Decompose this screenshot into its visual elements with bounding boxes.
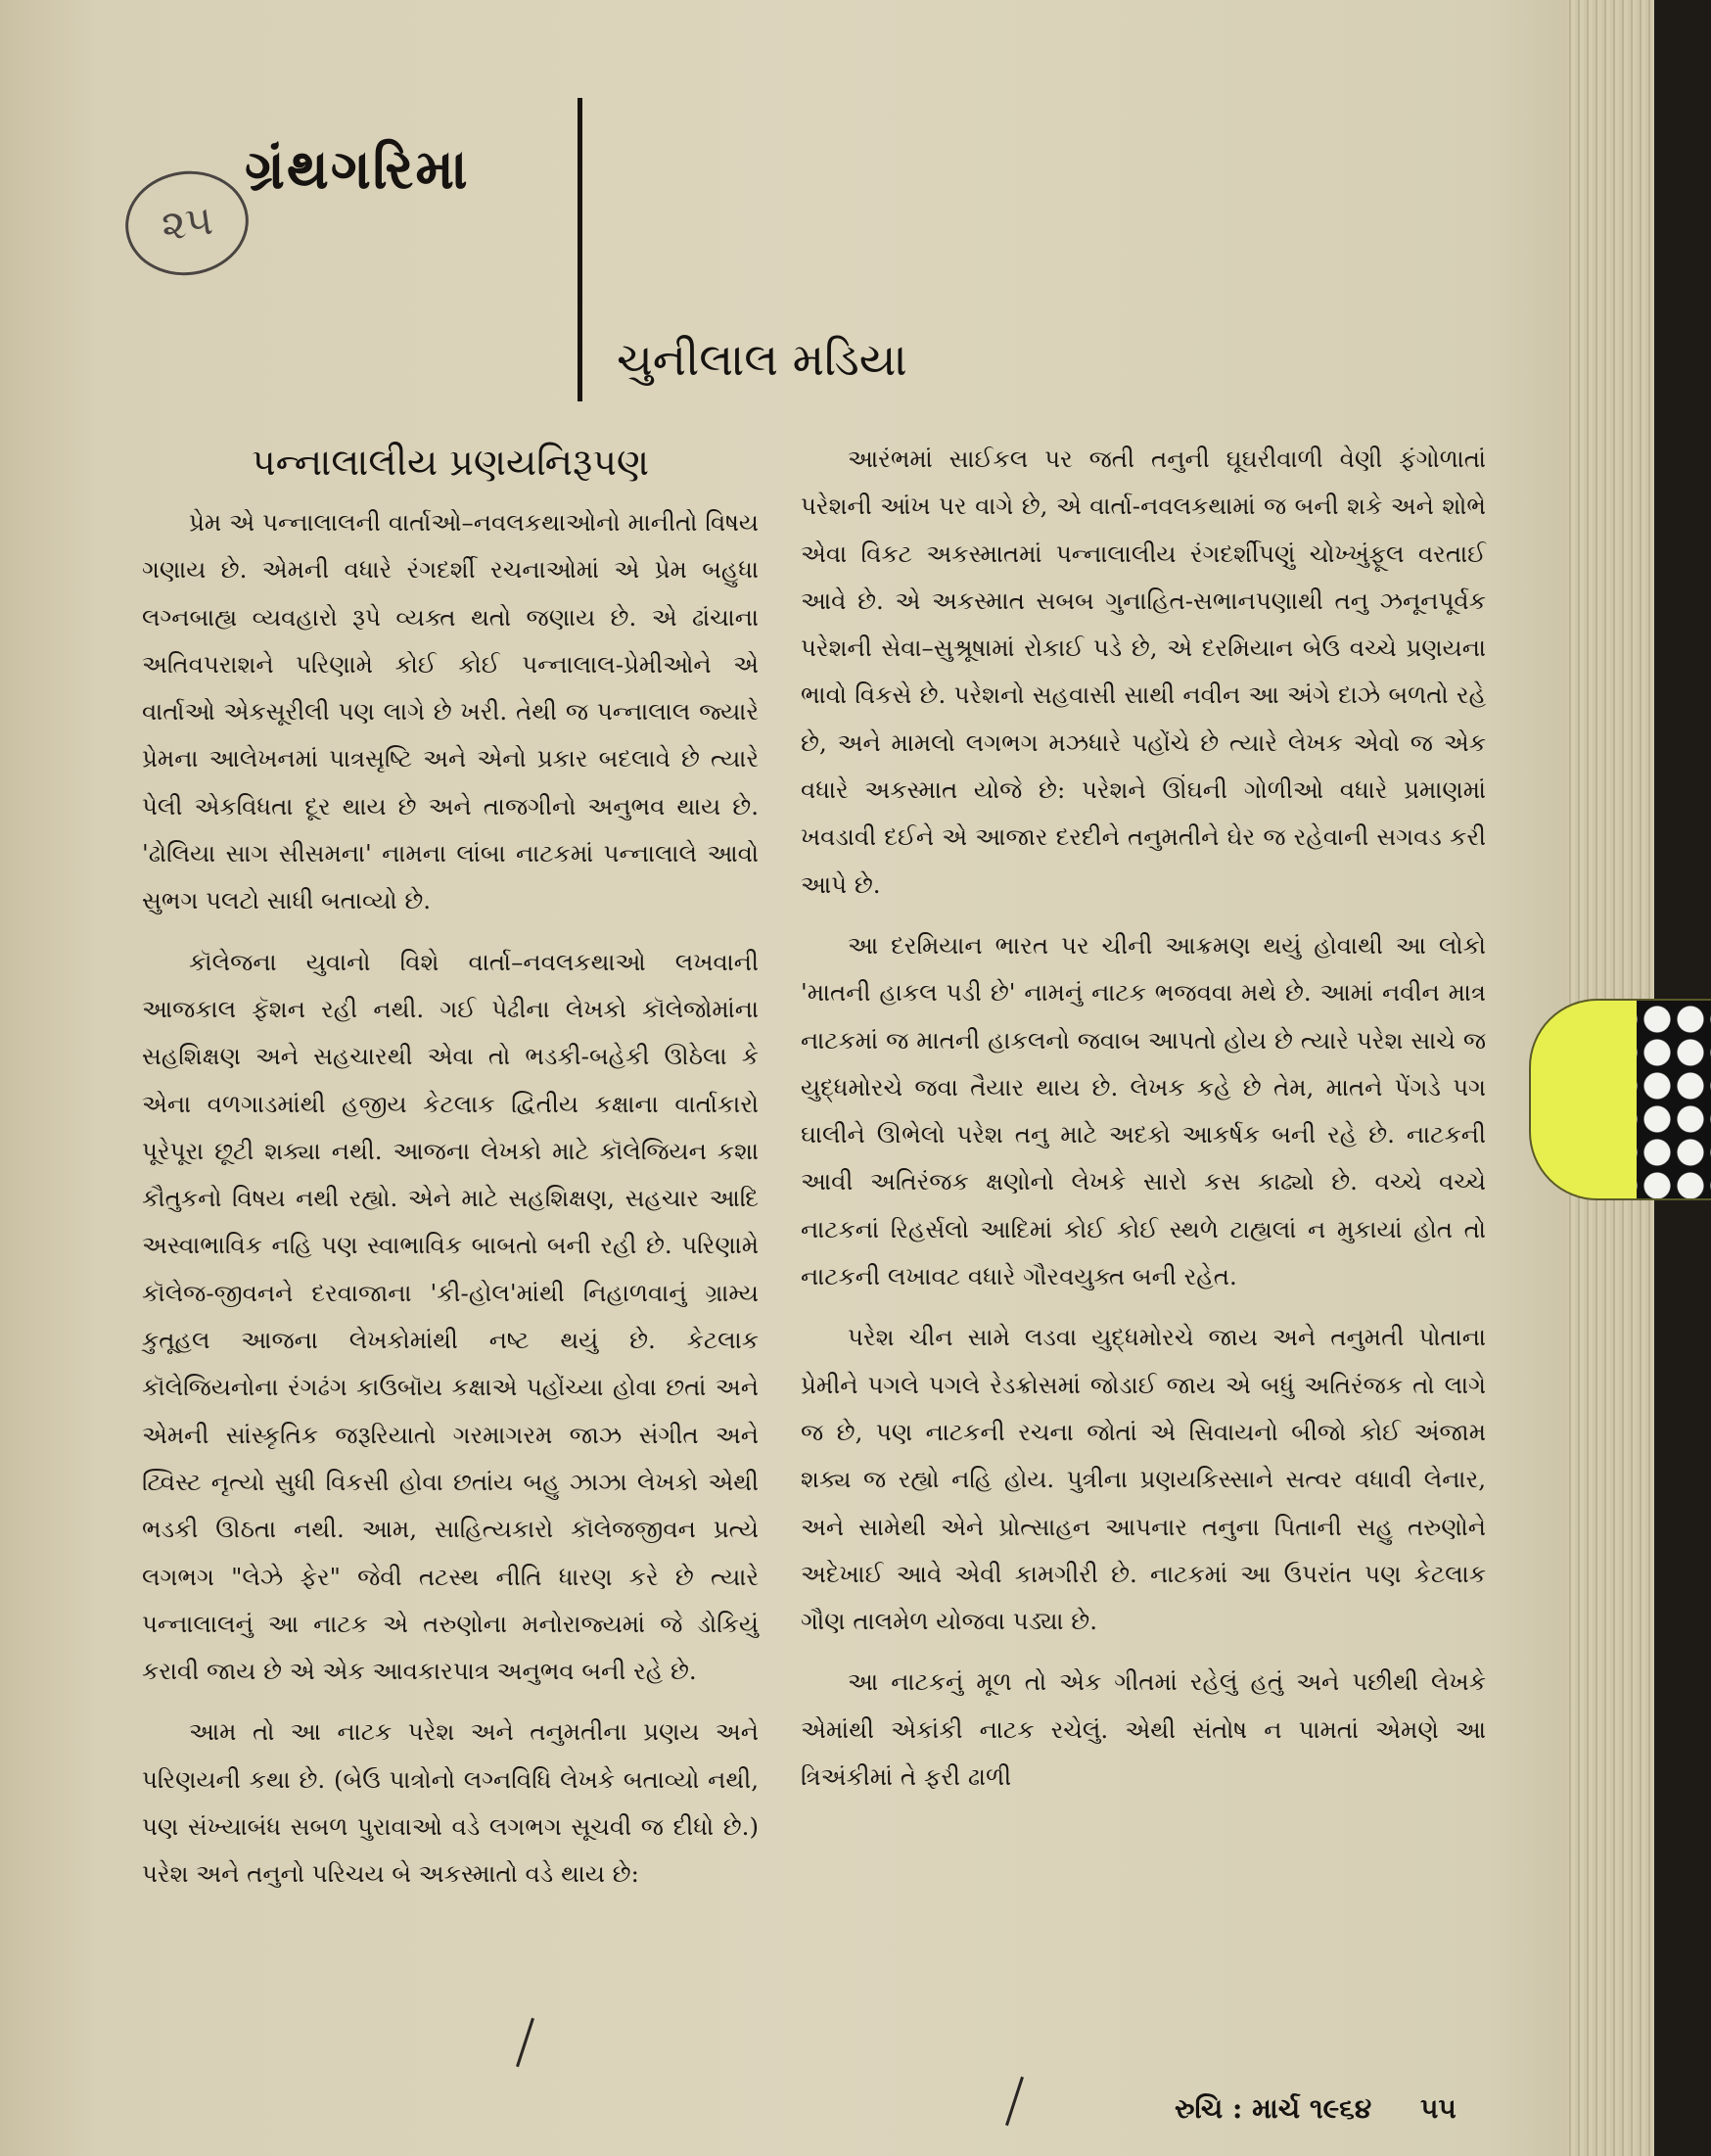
paragraph: આમ તો આ નાટક પરેશ અને તનુમતીના પ્રણય અને પરિણયની કથા છે. (બેઉ પાત્રોનો લગ્નવિધિ લેખકે બતાવ્યો નથી, પણ સંખ્યાબંધ સબળ પુરાવાઓ વડે લગભગ સૂચવી જ દીધો છે.) પરેશ અને તનુનો પરિચય બે અકસ્માતો વડે થાય છે:	[142, 1717, 759, 1889]
page-footer	[1175, 2092, 1496, 2126]
paragraph: આ દરમિયાન ભારત પર ચીની આક્રમણ થયું હોવાથી આ લોકો 'માતની હાકલ પડી છે' નામનું નાટક ભજવવા મથે છે. આમાં નવીન માત્ર નાટકમાં જ માતની હાકલનો જવાબ આપતો હોય છે ત્યારે પરેશ સાચે જ યુદ્ધમોરચે જવા તૈયાર થાય છે. લેખક કહે છે તેમ, માતને પેંગડે પગ ઘાલીને ઊભેલો પરેશ તનુ માટે અદકો આકર્ષક બની રહે છે. નાટકની આવી અતિરંજક ક્ષણોનો લેખકે સારો કસ કાઢ્યો છે. વચ્ચે વચ્ચે નાટકનાં રિહર્સલો આદિમાં કોઈ કોઈ સ્થળે ટાહ્યલાં ન મુકાયાં હોત તો નાટકની લખાવટ વધારે ગૌરવયુક્ત બની રહેત.	[801, 930, 1486, 1291]
left-column	[142, 431, 759, 1912]
magazine-issue: રુચિ : માર્ચ ૧૯૬૪	[1175, 2092, 1372, 2125]
paragraph: કૉલેજના યુવાનો વિશે વાર્તા–નવલકથાઓ લખવાની આજકાલ ફૅશન રહી નથી. ગઈ પેઢીના લેખકો કૉલેજોમાંના સહશિક્ષણ અને સહચારથી એવા તો ભડકી-બહેકી ઊઠેલા કે એના વળગાડમાંથી હજીય કેટલાક દ્વિતીય કક્ષાના વાર્તાકારો પૂરેપૂરા છૂટી શક્યા નથી. આજના લેખકો માટે કૉલેજિયન કશા કૌતુકનો વિષય નથી રહ્યો. એને માટે સહશિક્ષણ, સહચાર આદિ અસ્વાભાવિક નહિ પણ સ્વાભાવિક બાબતો બની રહી છે. પરિણામે કૉલેજ-જીવનને દરવાજાના 'કી-હોલ'માંથી નિહાળવાનું ગ્રામ્ય કુતૂહલ આજના લેખકોમાંથી નષ્ટ થયું છે. કેટલાક કૉલેજિયનોના રંગઢંગ કાઉબૉય કક્ષાએ પહોંચ્યા હોવા છતાં અને એમની સાંસ્કૃતિક જરૂરિયાતો ગરમાગરમ જાઝ સંગીત અને ટ્વિસ્ટ નૃત્યો સુધી વિકસી હોવા છતાંય બહુ ઝાઝા લેખકો એથી ભડકી ઊઠતા નથી. આમ, સાહિત્યકારો કૉલેજજીવન પ્રત્યે લગભગ "લેઝે ફેર" જેવી તટસ્થ નીતિ ધારણ કરે છે ત્યારે પન્નાલાલનું આ નાટક એ તરુણોના મનોરાજ્યમાં જે ડોકિયું કરાવી જાય છે એ એક આવકારપાત્ર અનુભવ બની રહે છે.	[142, 947, 759, 1686]
polka-dot-pattern	[1637, 1001, 1711, 1198]
title-divider-rule	[578, 98, 582, 401]
paragraph: આ નાટકનું મૂળ તો એક ગીતમાં રહેલું હતું અને પછીથી લેખકે એમાંથી એકાંકી નાટક રચેલું. એથી સંતોષ ન પામતાં એમણે આ ત્રિઅંકીમાં તે ફરી ઢાળી	[801, 1667, 1486, 1792]
pencil-tick-mark	[1005, 2077, 1024, 2126]
footer-page-number: ૫૫	[1419, 2092, 1457, 2125]
section-title: ગ્રંથગરિમા	[245, 137, 470, 202]
paragraph: આરંભમાં સાઈકલ પર જતી તનુની ઘૂઘરીવાળી વેણી ફંગોળાતાં પરેશની આંખ પર વાગે છે, એ વાર્તા-નવલકથામાં જ બની શકે અને શોભે એવા વિકટ અકસ્માતમાં પન્નાલાલીય રંગદર્શીપણું ચોખ્ખુંફૂલ વરતાઈ આવે છે. એ અકસ્માત સબબ ગુનાહિત-સભાનપણાથી તનુ ઝનૂનપૂર્વક પરેશની સેવા–સુશ્રૂષામાં રોકાઈ પડે છે, એ દરમિયાન બેઉ વચ્ચે પ્રણયના ભાવો વિકસે છે. પરેશનો સહવાસી સાથી નવીન આ અંગે દાઝે બળતો રહે છે, અને મામલો લગભગ મઝધારે પહોંચે છે ત્યારે લેખક એવો જ એક વધારે અકસ્માત યોજે છે: પરેશને ઊંઘની ગોળીઓ વધારે પ્રમાણમાં ખવડાવી દઈને એ આજાર દરદીને તનુમતીને ઘેર જ રહેવાની સગવડ કરી આપે છે.	[801, 445, 1486, 899]
bookmark-clip	[1529, 999, 1711, 1200]
right-column	[801, 436, 1486, 1814]
handwritten-page-number: ૨૫	[118, 164, 255, 284]
author-name: ચુનીલાલ મડિયા	[617, 333, 907, 386]
article-title: પન્નાલાલીય પ્રણયનિરૂપણ	[252, 441, 649, 484]
paragraph: પરેશ ચીન સામે લડવા યુદ્ધમોરચે જાય અને તનુમતી પોતાના પ્રેમીને પગલે પગલે રેડક્રોસમાં જોડાઈ જાય એ બધું અતિરંજક તો લાગે જ છે, પણ નાટકની રચના જોતાં એ સિવાયનો બીજો કોઈ અંજામ શક્ય જ રહ્યો નહિ હોય. પુત્રીના પ્રણયકિસ્સાને સત્વર વધાવી લેનાર, અને સામેથી એને પ્રોત્સાહન આપનાર તનુના પિતાની સહુ તરુણોને અદેખાઈ આવે એવી કામગીરી છે. નાટકમાં આ ઉપરાંત પણ કેટલાક ગૌણ તાલમેળ યોજવા પડ્યા છે.	[801, 1323, 1486, 1636]
paragraph: પ્રેમ એ પન્નાલાલની વાર્તાઓ–નવલકથાઓનો માનીતો વિષય ગણાય છે. એમની વધારે રંગદર્શી રચનાઓમાં એ પ્રેમ બહુધા લગ્નબાહ્ય વ્યવહારો રૂપે વ્યક્ત થતો જણાય છે. એ ઢાંચાના અતિવપરાશને પરિણામે કોઈ કોઈ પન્નાલાલ-પ્રેમીઓને એ વાર્તાઓ એકસૂરીલી પણ લાગે છે ખરી. તેથી જ પન્નાલાલ જ્યારે પ્રેમના આલેખનમાં પાત્રસૃષ્ટિ અને એનો પ્રકાર બદલાવે છે ત્યારે પેલી એકવિધતા દૂર થાય છે અને તાજગીનો અનુભવ થાય છે. 'ઢોલિયા સાગ સીસમના' નામના લાંબા નાટકમાં પન્નાલાલે આવો સુભગ પલટો સાધી બતાવ્યો છે.	[142, 508, 759, 915]
pencil-tick-mark	[516, 2018, 534, 2067]
